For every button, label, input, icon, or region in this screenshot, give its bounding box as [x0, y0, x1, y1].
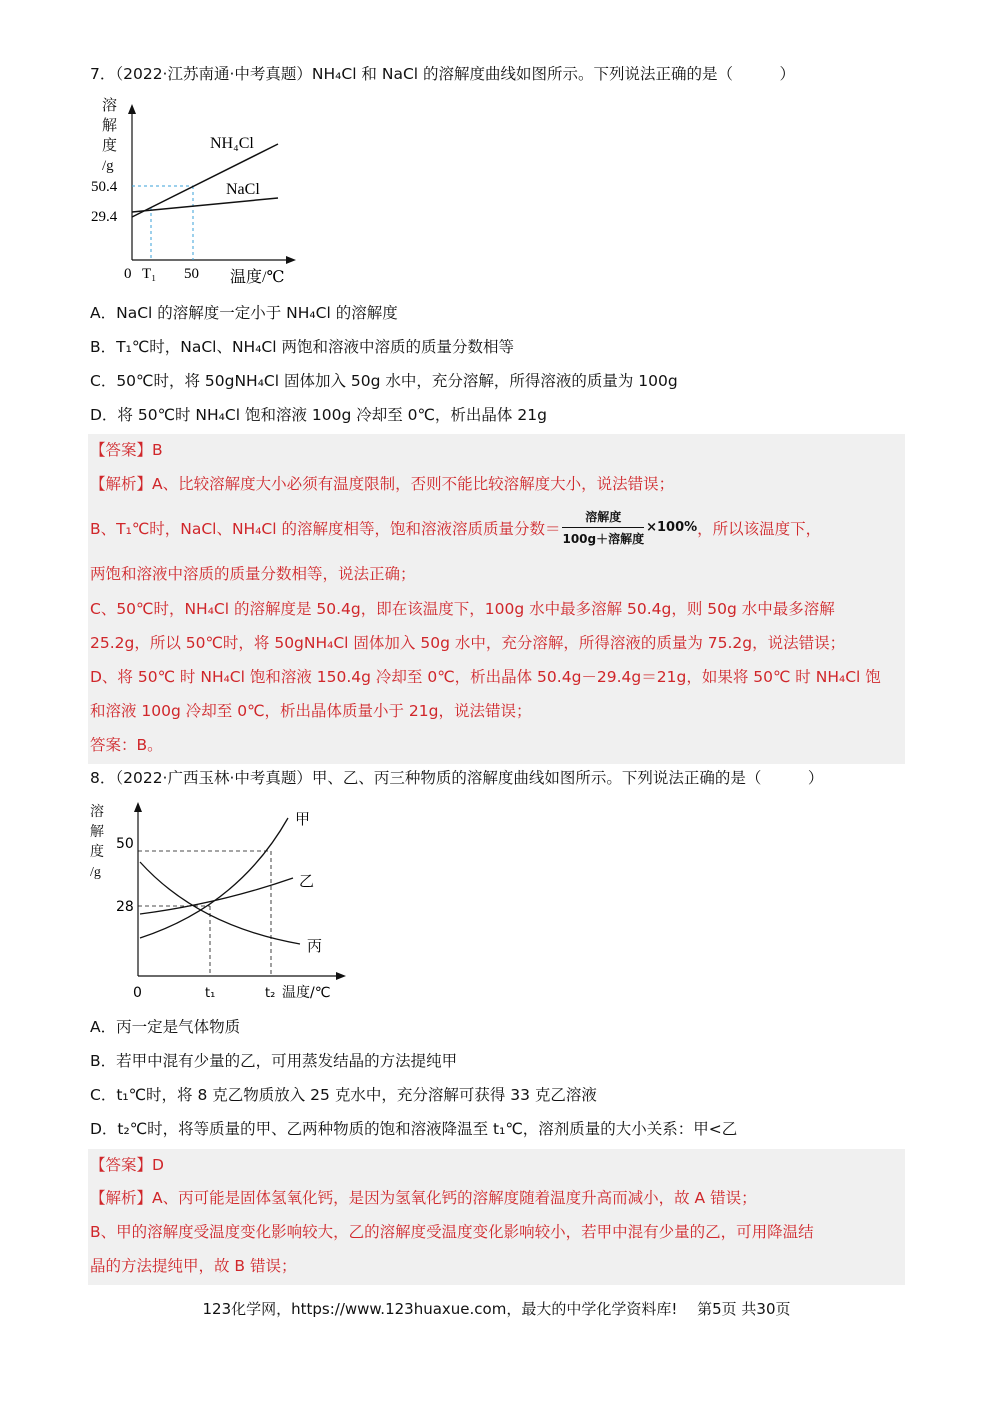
q7-ylabel-2: 度 — [102, 138, 118, 154]
q7-stem: 7．（2022·江苏南通·中考真题）NH₄Cl 和 NaCl 的溶解度曲线如图所示。下列说法正确的是（ ） — [90, 65, 796, 83]
q7-solubility-chart — [88, 92, 303, 290]
q8-label-yi: 乙 — [299, 872, 315, 890]
q7-label-nacl: NaCl — [226, 181, 260, 198]
q7-analysis-a: 【解析】A、比较溶解度大小必须有温度限制，否则不能比较溶解度大小，说法错误； — [90, 475, 675, 493]
q8-ylabel — [90, 803, 104, 880]
mass-fraction-formula — [562, 508, 644, 547]
q7-analysis-b-tail: ，所以该温度下， — [697, 519, 822, 538]
q8-analysis-b2: 晶的方法提纯甲，故 B 错误； — [90, 1257, 297, 1275]
q8-curve-jia — [140, 818, 288, 938]
q8-analysis-b: B、甲的溶解度受温度变化影响较大，乙的溶解度受温度变化影响较小，若甲中混有少量的乙，可用降温结 — [90, 1223, 814, 1241]
q8-xtick-t1: t₁ — [205, 986, 216, 1001]
q7-x-axis-arrow — [286, 256, 296, 264]
q7-analysis-d: D、将 50℃ 时 NH₄Cl 饱和溶液 150.4g 冷却至 0℃，析出晶体 50.4g－29.4g＝21g，如果将 50℃ 时 NH₄Cl 饱 — [90, 668, 881, 686]
q8-xtick-t2: t₂ — [265, 986, 276, 1001]
q7-answer: 【答案】B — [90, 441, 163, 459]
q7-option-d: D．将 50℃时 NH₄Cl 饱和溶液 100g 冷却至 0℃，析出晶体 21g — [90, 406, 547, 424]
q7-option-a: A．NaCl 的溶解度一定小于 NH₄Cl 的溶解度 — [90, 304, 398, 322]
fraction-denominator: 100g＋溶解度 — [562, 532, 645, 546]
q7-ylabel-1: 解 — [102, 118, 118, 134]
q7-line-nacl — [132, 198, 278, 212]
q8-x-axis-arrow — [336, 972, 346, 980]
q8-option-b: B．若甲中混有少量的乙，可用蒸发结晶的方法提纯甲 — [90, 1052, 458, 1070]
q7-ytick-29.4: 29.4 — [91, 209, 118, 225]
q7-xlabel: 温度/℃ — [230, 269, 285, 286]
q7-analysis-c: C、50℃时，NH₄Cl 的溶解度是 50.4g，即在该温度下，100g 水中最多溶解 50.4g，则 50g 水中最多溶解 — [90, 600, 835, 618]
q7-analysis-b2: 两饱和溶液中溶质的质量分数相等，说法正确； — [90, 565, 416, 583]
q8-option-a: A．丙一定是气体物质 — [90, 1018, 241, 1036]
q7-ytick-50.4: 50.4 — [91, 179, 118, 195]
q7-option-b: B．T₁℃时，NaCl、NH₄Cl 两饱和溶液中溶质的质量分数相等 — [90, 338, 514, 356]
q8-label-bing: 丙 — [307, 937, 323, 955]
q7-analysis-c2: 25.2g，所以 50℃时，将 50gNH₄Cl 固体加入 50g 水中，充分溶解，所得溶液的质量为 75.2g，说法错误； — [90, 634, 846, 652]
q8-ylabel-2: 度 — [90, 845, 104, 860]
q7-ylabel-3: /g — [102, 158, 114, 174]
q8-curve-bing — [140, 862, 300, 944]
q8-ylabel-1: 解 — [90, 825, 104, 840]
q7-ylabel-0: 溶 — [102, 98, 118, 114]
q8-ytick-50: 50 — [116, 836, 134, 852]
q8-xlabel: 温度/℃ — [282, 985, 331, 1001]
q8-label-jia: 甲 — [295, 810, 311, 828]
q7-xtick-T1: T₁ — [142, 266, 157, 282]
q8-ylabel-3: /g — [90, 865, 101, 880]
q8-option-d: D．t₂℃时，将等质量的甲、乙两种物质的饱和溶液降温至 t₁℃，溶剂质量的大小关系：甲<乙 — [90, 1120, 738, 1138]
fraction-suffix: ×100% — [646, 520, 698, 535]
q7-option-c: C．50℃时，将 50gNH₄Cl 固体加入 50g 水中，充分溶解，所得溶液的质量为 100g — [90, 372, 678, 390]
q8-y-axis-arrow — [134, 802, 142, 812]
q8-ylabel-0: 溶 — [90, 805, 104, 820]
fraction-numerator: 溶解度 — [562, 508, 644, 528]
q7-y-axis-arrow — [128, 104, 136, 114]
q8-stem: 8．（2022·广西玉林·中考真题）甲、乙、丙三种物质的溶解度曲线如图所示。下列说法正确的是（ ） — [90, 769, 824, 787]
q7-analysis-d2: 和溶液 100g 冷却至 0℃，析出晶体质量小于 21g，说法错误； — [90, 702, 532, 720]
page-footer: 123化学网，https://www.123huaxue.com，最大的中学化学资料库! 第5页 共30页 — [202, 1300, 791, 1318]
q7-ylabel — [102, 97, 117, 174]
q7-label-nh4cl: NH₄Cl — [210, 135, 254, 152]
q8-answer: 【答案】D — [90, 1156, 164, 1174]
q8-option-c: C．t₁℃时，将 8 克乙物质放入 25 克水中，充分溶解可获得 33 克乙溶液 — [90, 1086, 597, 1104]
q8-xtick-0: 0 — [133, 985, 142, 1001]
q8-analysis-a: 【解析】A、丙可能是固体氢氧化钙，是因为氢氧化钙的溶解度随着温度升高而减小，故 A 错误； — [90, 1189, 757, 1207]
q8-ytick-28: 28 — [116, 899, 134, 915]
q7-analysis-final: 答案：B。 — [90, 736, 163, 754]
q7-analysis-b-row — [90, 508, 821, 547]
q7-xtick-0: 0 — [124, 266, 132, 282]
q7-xtick-50: 50 — [184, 266, 199, 282]
q8-solubility-chart — [88, 796, 348, 1004]
q7-analysis-b: B、T₁℃时，NaCl、NH₄Cl 的溶解度相等，饱和溶液溶质质量分数＝ — [90, 519, 561, 538]
